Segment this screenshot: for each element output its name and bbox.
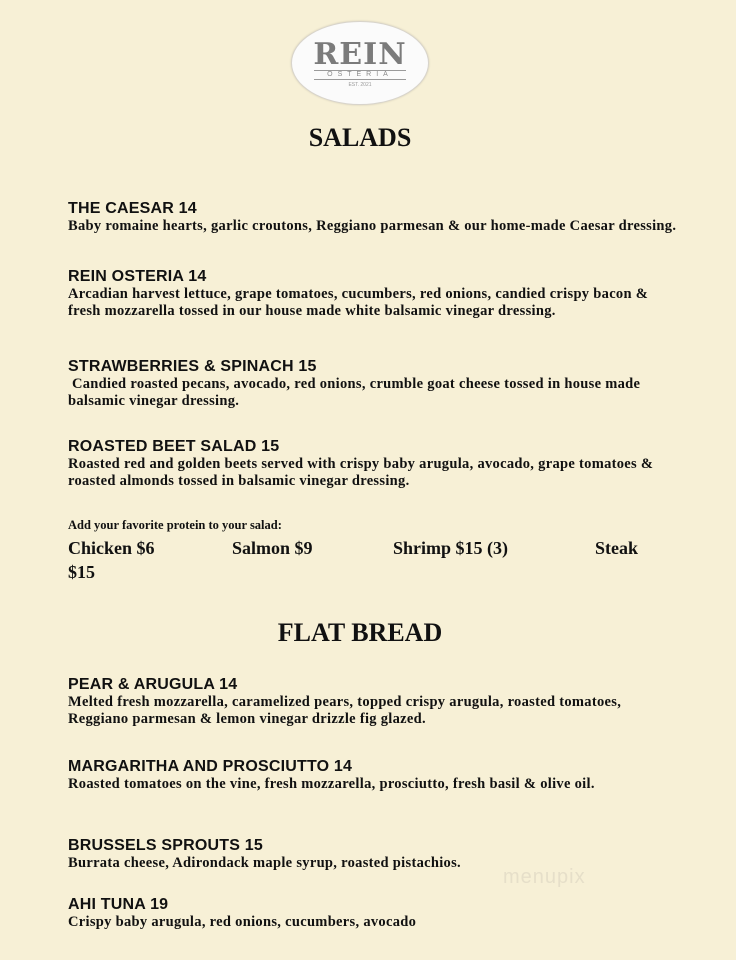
- item-description: Roasted red and golden beets served with crispy baby arugula, avocado, grape tomatoes & roasted almonds tossed in balsamic vinegar dressing.: [68, 456, 654, 489]
- menu-item: [68, 837, 678, 872]
- logo-est: EST. 2021: [348, 82, 372, 88]
- protein-option: Shrimp $15 (3): [393, 538, 509, 558]
- item-name: STRAWBERRIES & SPINACH 15: [68, 358, 317, 375]
- item-description: Roasted tomatoes on the vine, fresh mozzarella, prosciutto, fresh basil & olive oil.: [68, 776, 595, 792]
- item-description: Arcadian harvest lettuce, grape tomatoes, cucumbers, red onions, candied crispy bacon & fresh mozzarella tossed in our house made white balsamic vinegar dressing.: [68, 286, 649, 319]
- item-description: Baby romaine hearts, garlic croutons, Reggiano parmesan & our home-made Caesar dressing.: [68, 218, 677, 234]
- menu-item: [68, 758, 678, 793]
- item-description: Melted fresh mozzarella, caramelized pears, topped crispy arugula, roasted tomatoes, Reggiano parmesan & lemon vinegar drizzle fig glazed.: [68, 694, 622, 727]
- protein-price: $15: [68, 562, 95, 582]
- item-description: Candied roasted pecans, avocado, red onions, crumble goat cheese tossed in house made balsamic vinegar dressing.: [68, 376, 645, 409]
- item-name: PEAR & ARUGULA 14: [68, 676, 238, 693]
- flatbread-title: FLAT BREAD: [277, 618, 443, 647]
- menu-item: [68, 200, 678, 235]
- salads-title: SALADS: [308, 123, 412, 152]
- menu-item: [68, 358, 678, 410]
- item-name: ROASTED BEET SALAD 15: [68, 438, 280, 455]
- item-description: Crispy baby arugula, red onions, cucumbers, avocado: [68, 914, 417, 930]
- restaurant-logo: [291, 21, 429, 105]
- menu-item: [68, 896, 678, 931]
- item-name: BRUSSELS SPROUTS 15: [68, 837, 263, 854]
- logo-name: REIN: [313, 37, 407, 72]
- item-name: AHI TUNA 19: [68, 896, 169, 913]
- logo-subtitle: OSTERIA: [314, 70, 406, 80]
- protein-option: Chicken $6: [68, 538, 155, 558]
- watermark: menupix: [503, 866, 586, 888]
- protein-option: Salmon $9: [232, 538, 313, 558]
- protein-option: Steak: [595, 538, 639, 558]
- menu-item: [68, 676, 678, 728]
- item-name: MARGARITHA AND PROSCIUTTO 14: [68, 758, 353, 775]
- protein-note: Add your favorite protein to your salad:: [68, 518, 282, 532]
- item-description: Burrata cheese, Adirondack maple syrup, roasted pistachios.: [68, 855, 461, 871]
- menu-item: [68, 438, 678, 490]
- menu-item: [68, 268, 678, 320]
- item-name: THE CAESAR 14: [68, 200, 197, 217]
- item-name: REIN OSTERIA 14: [68, 268, 207, 285]
